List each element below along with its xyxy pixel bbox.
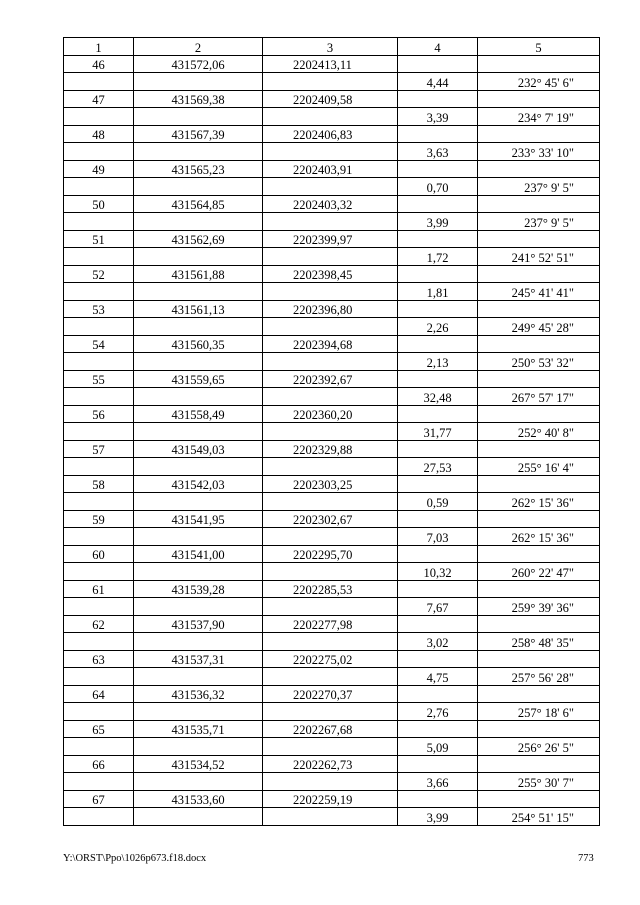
empty-cell bbox=[64, 773, 134, 791]
empty-cell bbox=[398, 650, 478, 668]
segment-row bbox=[64, 248, 600, 266]
empty-cell bbox=[478, 755, 600, 773]
point-y: 2202277,98 bbox=[263, 615, 398, 633]
empty-cell bbox=[134, 668, 263, 686]
empty-cell bbox=[478, 405, 600, 423]
point-x: 431533,60 bbox=[134, 790, 263, 808]
segment-row bbox=[64, 598, 600, 616]
empty-cell bbox=[134, 213, 263, 231]
point-x: 431564,85 bbox=[134, 195, 263, 213]
empty-cell bbox=[398, 440, 478, 458]
empty-cell bbox=[64, 248, 134, 266]
segment-row bbox=[64, 353, 600, 371]
empty-cell bbox=[64, 423, 134, 441]
empty-cell bbox=[134, 143, 263, 161]
empty-cell bbox=[134, 563, 263, 581]
point-row bbox=[64, 790, 600, 808]
empty-cell bbox=[64, 283, 134, 301]
segment-row bbox=[64, 178, 600, 196]
segment-angle: 241° 52' 51" bbox=[478, 248, 600, 266]
header-col-5: 5 bbox=[478, 38, 600, 56]
empty-cell bbox=[398, 195, 478, 213]
point-number: 53 bbox=[64, 300, 134, 318]
point-y: 2202270,37 bbox=[263, 685, 398, 703]
point-x: 431561,13 bbox=[134, 300, 263, 318]
empty-cell bbox=[64, 528, 134, 546]
empty-cell bbox=[64, 738, 134, 756]
header-row bbox=[64, 38, 600, 56]
empty-cell bbox=[478, 615, 600, 633]
point-number: 52 bbox=[64, 265, 134, 283]
empty-cell bbox=[478, 370, 600, 388]
point-x: 431542,03 bbox=[134, 475, 263, 493]
point-y: 2202275,02 bbox=[263, 650, 398, 668]
empty-cell bbox=[134, 738, 263, 756]
point-row bbox=[64, 265, 600, 283]
empty-cell bbox=[134, 598, 263, 616]
header-col-4: 4 bbox=[398, 38, 478, 56]
empty-cell bbox=[478, 545, 600, 563]
point-x: 431562,69 bbox=[134, 230, 263, 248]
empty-cell bbox=[478, 160, 600, 178]
empty-cell bbox=[478, 580, 600, 598]
point-row bbox=[64, 650, 600, 668]
point-row bbox=[64, 230, 600, 248]
segment-angle: 262° 15' 36" bbox=[478, 493, 600, 511]
point-x: 431536,32 bbox=[134, 685, 263, 703]
empty-cell bbox=[398, 125, 478, 143]
empty-cell bbox=[263, 458, 398, 476]
empty-cell bbox=[478, 335, 600, 353]
point-row bbox=[64, 160, 600, 178]
empty-cell bbox=[64, 178, 134, 196]
segment-row bbox=[64, 388, 600, 406]
empty-cell bbox=[263, 773, 398, 791]
empty-cell bbox=[134, 633, 263, 651]
point-number: 56 bbox=[64, 405, 134, 423]
empty-cell bbox=[134, 283, 263, 301]
point-x: 431535,71 bbox=[134, 720, 263, 738]
point-number: 46 bbox=[64, 55, 134, 73]
empty-cell bbox=[478, 195, 600, 213]
empty-cell bbox=[263, 528, 398, 546]
empty-cell bbox=[263, 563, 398, 581]
empty-cell bbox=[398, 230, 478, 248]
empty-cell bbox=[64, 598, 134, 616]
point-y: 2202295,70 bbox=[263, 545, 398, 563]
empty-cell bbox=[263, 318, 398, 336]
segment-length: 10,32 bbox=[398, 563, 478, 581]
empty-cell bbox=[64, 108, 134, 126]
point-number: 64 bbox=[64, 685, 134, 703]
empty-cell bbox=[398, 265, 478, 283]
empty-cell bbox=[134, 388, 263, 406]
point-y: 2202409,58 bbox=[263, 90, 398, 108]
header-col-1: 1 bbox=[64, 38, 134, 56]
point-x: 431539,28 bbox=[134, 580, 263, 598]
point-number: 63 bbox=[64, 650, 134, 668]
empty-cell bbox=[134, 808, 263, 826]
point-number: 58 bbox=[64, 475, 134, 493]
empty-cell bbox=[478, 790, 600, 808]
segment-length: 7,03 bbox=[398, 528, 478, 546]
segment-row bbox=[64, 423, 600, 441]
empty-cell bbox=[134, 73, 263, 91]
empty-cell bbox=[134, 248, 263, 266]
point-row bbox=[64, 475, 600, 493]
empty-cell bbox=[478, 125, 600, 143]
point-row bbox=[64, 510, 600, 528]
empty-cell bbox=[398, 405, 478, 423]
point-number: 47 bbox=[64, 90, 134, 108]
point-x: 431537,90 bbox=[134, 615, 263, 633]
segment-row bbox=[64, 563, 600, 581]
empty-cell bbox=[64, 318, 134, 336]
point-y: 2202303,25 bbox=[263, 475, 398, 493]
point-y: 2202285,53 bbox=[263, 580, 398, 598]
point-number: 61 bbox=[64, 580, 134, 598]
segment-row bbox=[64, 458, 600, 476]
empty-cell bbox=[478, 650, 600, 668]
point-number: 57 bbox=[64, 440, 134, 458]
empty-cell bbox=[478, 55, 600, 73]
empty-cell bbox=[398, 615, 478, 633]
segment-length: 1,72 bbox=[398, 248, 478, 266]
point-y: 2202403,32 bbox=[263, 195, 398, 213]
point-x: 431541,00 bbox=[134, 545, 263, 563]
point-row bbox=[64, 615, 600, 633]
segment-length: 3,39 bbox=[398, 108, 478, 126]
segment-length: 32,48 bbox=[398, 388, 478, 406]
segment-angle: 250° 53' 32" bbox=[478, 353, 600, 371]
segment-angle: 245° 41' 41" bbox=[478, 283, 600, 301]
point-x: 431549,03 bbox=[134, 440, 263, 458]
segment-row bbox=[64, 108, 600, 126]
point-y: 2202394,68 bbox=[263, 335, 398, 353]
point-x: 431567,39 bbox=[134, 125, 263, 143]
point-number: 62 bbox=[64, 615, 134, 633]
point-number: 59 bbox=[64, 510, 134, 528]
segment-length: 3,66 bbox=[398, 773, 478, 791]
point-x: 431572,06 bbox=[134, 55, 263, 73]
point-x: 431561,88 bbox=[134, 265, 263, 283]
point-y: 2202302,67 bbox=[263, 510, 398, 528]
empty-cell bbox=[398, 160, 478, 178]
segment-length: 0,70 bbox=[398, 178, 478, 196]
empty-cell bbox=[134, 108, 263, 126]
empty-cell bbox=[398, 545, 478, 563]
point-y: 2202360,20 bbox=[263, 405, 398, 423]
segment-length: 27,53 bbox=[398, 458, 478, 476]
empty-cell bbox=[478, 265, 600, 283]
empty-cell bbox=[263, 598, 398, 616]
empty-cell bbox=[134, 773, 263, 791]
segment-angle: 255° 30' 7" bbox=[478, 773, 600, 791]
point-x: 431565,23 bbox=[134, 160, 263, 178]
empty-cell bbox=[398, 755, 478, 773]
empty-cell bbox=[263, 703, 398, 721]
segment-row bbox=[64, 738, 600, 756]
empty-cell bbox=[64, 143, 134, 161]
empty-cell bbox=[134, 423, 263, 441]
segment-row bbox=[64, 73, 600, 91]
point-row bbox=[64, 195, 600, 213]
point-number: 49 bbox=[64, 160, 134, 178]
segment-row bbox=[64, 283, 600, 301]
point-number: 66 bbox=[64, 755, 134, 773]
point-row bbox=[64, 545, 600, 563]
segment-angle: 234° 7' 19" bbox=[478, 108, 600, 126]
point-y: 2202267,68 bbox=[263, 720, 398, 738]
empty-cell bbox=[263, 108, 398, 126]
empty-cell bbox=[64, 458, 134, 476]
empty-cell bbox=[263, 423, 398, 441]
point-number: 65 bbox=[64, 720, 134, 738]
point-y: 2202392,67 bbox=[263, 370, 398, 388]
coordinates-table bbox=[63, 37, 600, 826]
empty-cell bbox=[478, 475, 600, 493]
point-x: 431558,49 bbox=[134, 405, 263, 423]
empty-cell bbox=[263, 283, 398, 301]
segment-angle: 233° 33' 10" bbox=[478, 143, 600, 161]
point-row bbox=[64, 580, 600, 598]
segment-length: 3,99 bbox=[398, 808, 478, 826]
empty-cell bbox=[134, 703, 263, 721]
footer-page-number: 773 bbox=[578, 853, 594, 864]
segment-angle: 256° 26' 5" bbox=[478, 738, 600, 756]
segment-angle: 232° 45' 6" bbox=[478, 73, 600, 91]
empty-cell bbox=[263, 248, 398, 266]
point-number: 50 bbox=[64, 195, 134, 213]
empty-cell bbox=[263, 668, 398, 686]
empty-cell bbox=[398, 790, 478, 808]
empty-cell bbox=[398, 335, 478, 353]
segment-row bbox=[64, 703, 600, 721]
empty-cell bbox=[398, 580, 478, 598]
empty-cell bbox=[263, 178, 398, 196]
empty-cell bbox=[134, 458, 263, 476]
segment-length: 7,67 bbox=[398, 598, 478, 616]
point-row bbox=[64, 370, 600, 388]
empty-cell bbox=[263, 388, 398, 406]
point-row bbox=[64, 90, 600, 108]
empty-cell bbox=[478, 230, 600, 248]
point-y: 2202262,73 bbox=[263, 755, 398, 773]
point-number: 67 bbox=[64, 790, 134, 808]
empty-cell bbox=[64, 213, 134, 231]
point-number: 60 bbox=[64, 545, 134, 563]
segment-length: 1,81 bbox=[398, 283, 478, 301]
segment-row bbox=[64, 213, 600, 231]
empty-cell bbox=[134, 318, 263, 336]
empty-cell bbox=[263, 493, 398, 511]
empty-cell bbox=[263, 353, 398, 371]
segment-row bbox=[64, 528, 600, 546]
point-row bbox=[64, 300, 600, 318]
empty-cell bbox=[263, 213, 398, 231]
point-x: 431559,65 bbox=[134, 370, 263, 388]
segment-row bbox=[64, 808, 600, 826]
empty-cell bbox=[64, 493, 134, 511]
empty-cell bbox=[64, 563, 134, 581]
segment-length: 2,76 bbox=[398, 703, 478, 721]
segment-length: 2,13 bbox=[398, 353, 478, 371]
empty-cell bbox=[398, 90, 478, 108]
header-col-2: 2 bbox=[134, 38, 263, 56]
segment-row bbox=[64, 668, 600, 686]
segment-row bbox=[64, 493, 600, 511]
empty-cell bbox=[398, 475, 478, 493]
segment-angle: 237° 9' 5" bbox=[478, 178, 600, 196]
segment-angle: 255° 16' 4" bbox=[478, 458, 600, 476]
segment-angle: 254° 51' 15" bbox=[478, 808, 600, 826]
empty-cell bbox=[478, 90, 600, 108]
point-y: 2202413,11 bbox=[263, 55, 398, 73]
point-row bbox=[64, 55, 600, 73]
empty-cell bbox=[263, 143, 398, 161]
point-row bbox=[64, 335, 600, 353]
point-y: 2202399,97 bbox=[263, 230, 398, 248]
point-row bbox=[64, 405, 600, 423]
empty-cell bbox=[64, 388, 134, 406]
empty-cell bbox=[263, 73, 398, 91]
point-number: 54 bbox=[64, 335, 134, 353]
point-row bbox=[64, 755, 600, 773]
empty-cell bbox=[134, 353, 263, 371]
empty-cell bbox=[64, 633, 134, 651]
segment-angle: 252° 40' 8" bbox=[478, 423, 600, 441]
empty-cell bbox=[64, 808, 134, 826]
point-x: 431569,38 bbox=[134, 90, 263, 108]
empty-cell bbox=[263, 633, 398, 651]
segment-angle: 262° 15' 36" bbox=[478, 528, 600, 546]
segment-length: 4,44 bbox=[398, 73, 478, 91]
point-row bbox=[64, 720, 600, 738]
segment-length: 5,09 bbox=[398, 738, 478, 756]
empty-cell bbox=[134, 178, 263, 196]
point-y: 2202329,88 bbox=[263, 440, 398, 458]
empty-cell bbox=[398, 720, 478, 738]
empty-cell bbox=[263, 738, 398, 756]
point-x: 431560,35 bbox=[134, 335, 263, 353]
segment-length: 3,02 bbox=[398, 633, 478, 651]
segment-angle: 259° 39' 36" bbox=[478, 598, 600, 616]
empty-cell bbox=[398, 370, 478, 388]
empty-cell bbox=[134, 528, 263, 546]
segment-length: 4,75 bbox=[398, 668, 478, 686]
empty-cell bbox=[398, 55, 478, 73]
point-x: 431534,52 bbox=[134, 755, 263, 773]
segment-row bbox=[64, 143, 600, 161]
segment-length: 2,26 bbox=[398, 318, 478, 336]
segment-row bbox=[64, 633, 600, 651]
segment-length: 0,59 bbox=[398, 493, 478, 511]
segment-angle: 257° 18' 6" bbox=[478, 703, 600, 721]
table-body bbox=[64, 38, 600, 826]
empty-cell bbox=[64, 73, 134, 91]
segment-length: 31,77 bbox=[398, 423, 478, 441]
point-y: 2202406,83 bbox=[263, 125, 398, 143]
segment-angle: 249° 45' 28" bbox=[478, 318, 600, 336]
point-row bbox=[64, 440, 600, 458]
point-number: 48 bbox=[64, 125, 134, 143]
segment-angle: 267° 57' 17" bbox=[478, 388, 600, 406]
segment-row bbox=[64, 773, 600, 791]
point-x: 431537,31 bbox=[134, 650, 263, 668]
point-x: 431541,95 bbox=[134, 510, 263, 528]
empty-cell bbox=[64, 703, 134, 721]
empty-cell bbox=[398, 300, 478, 318]
empty-cell bbox=[64, 353, 134, 371]
point-y: 2202396,80 bbox=[263, 300, 398, 318]
segment-angle: 237° 9' 5" bbox=[478, 213, 600, 231]
footer-file-path: Y:\ORST\Ppo\1026p673.f18.docx bbox=[63, 853, 207, 864]
empty-cell bbox=[478, 510, 600, 528]
empty-cell bbox=[134, 493, 263, 511]
empty-cell bbox=[398, 685, 478, 703]
header-col-3: 3 bbox=[263, 38, 398, 56]
point-y: 2202403,91 bbox=[263, 160, 398, 178]
point-y: 2202398,45 bbox=[263, 265, 398, 283]
empty-cell bbox=[478, 440, 600, 458]
segment-length: 3,63 bbox=[398, 143, 478, 161]
segment-length: 3,99 bbox=[398, 213, 478, 231]
empty-cell bbox=[263, 808, 398, 826]
segment-angle: 258° 48' 35" bbox=[478, 633, 600, 651]
segment-angle: 257° 56' 28" bbox=[478, 668, 600, 686]
point-number: 51 bbox=[64, 230, 134, 248]
segment-row bbox=[64, 318, 600, 336]
point-row bbox=[64, 685, 600, 703]
empty-cell bbox=[64, 668, 134, 686]
point-number: 55 bbox=[64, 370, 134, 388]
empty-cell bbox=[398, 510, 478, 528]
empty-cell bbox=[478, 300, 600, 318]
empty-cell bbox=[478, 685, 600, 703]
segment-angle: 260° 22' 47" bbox=[478, 563, 600, 581]
point-y: 2202259,19 bbox=[263, 790, 398, 808]
point-row bbox=[64, 125, 600, 143]
empty-cell bbox=[478, 720, 600, 738]
